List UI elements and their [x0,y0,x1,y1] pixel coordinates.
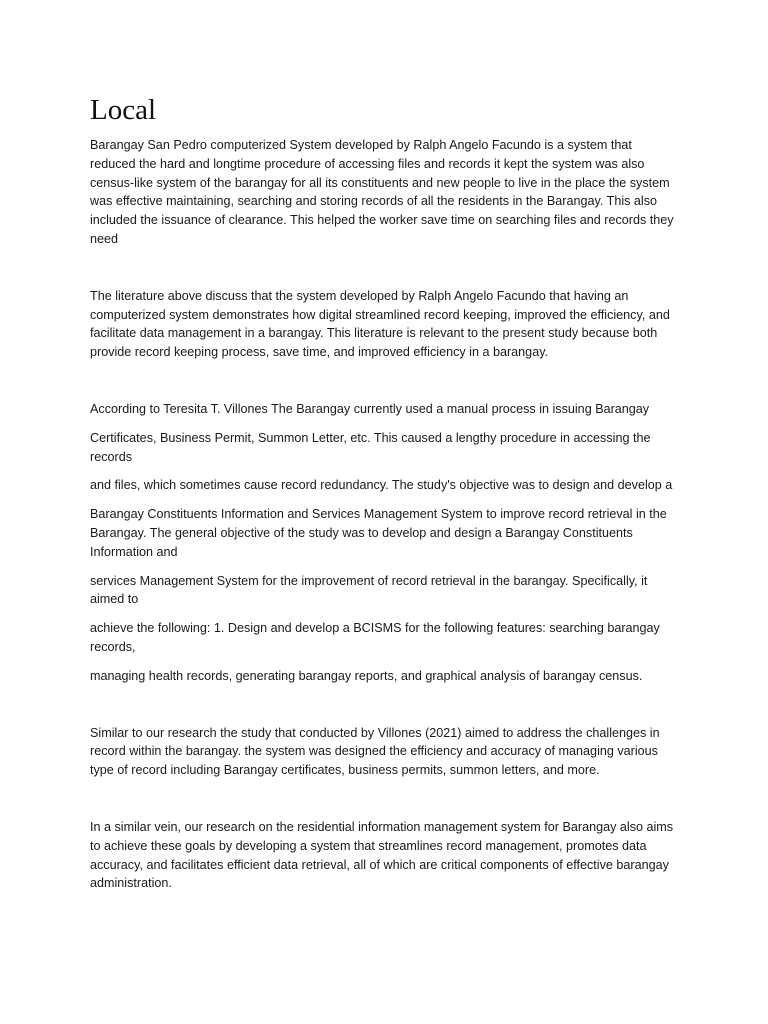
paragraph-facundo-system: Barangay San Pedro computerized System developed by Ralph Angelo Facundo is a system that reduced the hard and longtime procedure of accessing files and records it kept the system was also census-like system of the barangay for all its constituents and new people to live in the place the system was effective maintaining, searching and storing records of all the residents in the Barangay. This also included the issuance of clearance. This helped the worker save time on searching files and records they need [90,138,674,246]
paragraph-villones-health: managing health records, generating barangay reports, and graphical analysis of barangay census. [90,668,643,683]
paragraph-similar-vein: In a similar vein, our research on the residential information management system for Barangay also aims to achieve these goals by developing a system that streamlines record management, promotes data accuracy, and facilitates efficient data retrieval, all of which are critical components of effective barangay administration. [90,819,674,891]
paragraph-villones-features: achieve the following: 1. Design and develop a BCISMS for the following features: searching barangay records, [90,621,660,654]
paragraph-similar-research: Similar to our research the study that conducted by Villones (2021) aimed to address the challenges in record within the barangay. the system was designed the efficiency and accuracy of managing various type of record including Barangay certificates, business permits, summon letters, and more. [90,725,660,778]
section-heading: Local [90,94,157,126]
paragraph-villones-certificates: Certificates, Business Permit, Summon Letter, etc. This caused a lengthy procedure in accessing the records [90,430,651,464]
paragraph-villones-services: services Management System for the improvement of record retrieval in the barangay. Specifically, it aimed to [90,573,648,607]
paragraph-villones-redundancy: and files, which sometimes cause record redundancy. The study's objective was to design and develop a [90,478,673,493]
paragraph-villones-bcisms: Barangay Constituents Information and Services Management System to improve record retrieval in the Barangay. The general objective of the study was to develop and design a Barangay Constituents Information and [90,507,667,559]
paragraph-villones-intro: According to Teresita T. Villones The Barangay currently used a manual process in issuing Barangay [90,401,650,416]
paragraph-literature-discussion: The literature above discuss that the system developed by Ralph Angelo Facundo that having an computerized system demonstrates how digital streamlined record keeping, improved the efficiency, and facilitate data management in a barangay. This literature is relevant to the present study because both provide record keeping process, save time, and improved efficiency in a barangay. [90,288,670,360]
